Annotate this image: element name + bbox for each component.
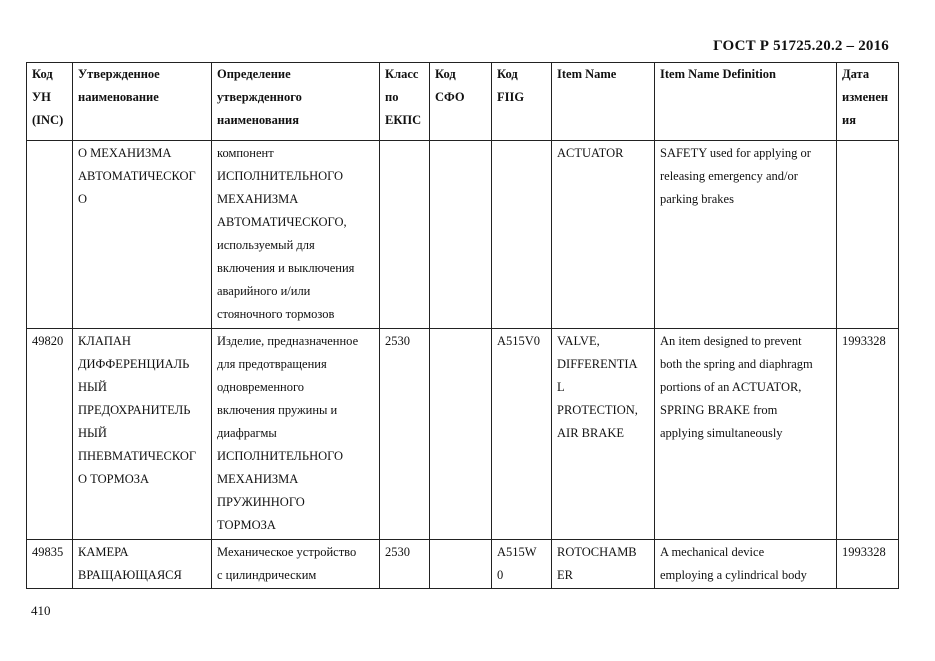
- cell-text-line: АВТОМАТИЧЕСКОГО,: [217, 215, 347, 229]
- table-row: [27, 141, 899, 329]
- cell-text-line: включения и выключения: [217, 261, 355, 275]
- cell-text-line: Код: [435, 67, 456, 81]
- cell-text-line: An item designed to prevent: [660, 334, 802, 348]
- cell-text-line: both the spring and diaphragm: [660, 357, 813, 371]
- cell-text-line: 49820: [32, 334, 64, 348]
- cell-text-line: employing a cylindrical body: [660, 568, 807, 582]
- cell-text-line: по: [385, 90, 399, 104]
- cell-text-line: FIIG: [497, 90, 525, 104]
- cell-fiig-code: [492, 329, 552, 540]
- cell-text-line: ЕКПС: [385, 113, 422, 127]
- cell-fiig-code: [492, 540, 552, 589]
- cell-text-line: ДИФФЕРЕНЦИАЛЬ: [78, 357, 190, 371]
- cell-fiig-code: [492, 141, 552, 329]
- cell-item-name: [552, 141, 655, 329]
- cell-text-line: МЕХАНИЗМА: [217, 192, 299, 206]
- cell-text-line: стояночного тормозов: [217, 307, 335, 321]
- cell-inc-code: [27, 329, 73, 540]
- cell-change-date: [837, 329, 899, 540]
- cell-text-line: ИСПОЛНИТЕЛЬНОГО: [217, 169, 344, 183]
- cell-definition: [212, 540, 380, 589]
- cell-text-line: A515V0: [497, 334, 541, 348]
- cell-text-line: PROTECTION,: [557, 403, 638, 417]
- cell-sfo-code: [430, 540, 492, 589]
- cell-text-line: 2530: [385, 334, 410, 348]
- cell-sfo-code: [430, 141, 492, 329]
- cell-text-line: для предотвращения: [217, 357, 327, 371]
- cell-text-line: L: [557, 380, 565, 394]
- cell-text-line: компонент: [217, 146, 274, 160]
- cell-text-line: Механическое устройство: [217, 545, 357, 559]
- cell-change-date: [837, 540, 899, 589]
- cell-text-line: АВТОМАТИЧЕСКОГ: [78, 169, 196, 183]
- cell-inc-code: [27, 141, 73, 329]
- cell-change-date: [837, 141, 899, 329]
- cell-text-line: releasing emergency and/or: [660, 169, 798, 183]
- header-definition: [212, 63, 380, 141]
- cell-text-line: Код: [497, 67, 518, 81]
- cell-text-line: Код: [32, 67, 53, 81]
- cell-text-line: Утвержденное: [78, 67, 160, 81]
- table-row: [27, 329, 899, 540]
- header-inc-code: [27, 63, 73, 141]
- table-row: [27, 540, 899, 589]
- cell-text-line: Класс: [385, 67, 419, 81]
- cell-text-line: наименования: [217, 113, 300, 127]
- cell-text-line: аварийного и/или: [217, 284, 311, 298]
- cell-text-line: изменен: [842, 90, 889, 104]
- cell-ekps-class: [380, 540, 430, 589]
- cell-item-name-definition: [655, 540, 837, 589]
- cell-sfo-code: [430, 329, 492, 540]
- cell-text-line: ER: [557, 568, 573, 582]
- cell-text-line: 49835: [32, 545, 64, 559]
- cell-text-line: applying simultaneously: [660, 426, 783, 440]
- cell-text-line: (INC): [32, 113, 64, 127]
- cell-ekps-class: [380, 141, 430, 329]
- cell-text-line: ТОРМОЗА: [217, 518, 276, 532]
- cell-text-line: МЕХАНИЗМА: [217, 472, 299, 486]
- cell-item-name-definition: [655, 329, 837, 540]
- cell-inc-code: [27, 540, 73, 589]
- cell-text-line: A mechanical device: [660, 545, 765, 559]
- document-code: ГОСТ Р 51725.20.2 – 2016: [713, 38, 889, 54]
- cell-text-line: О: [78, 192, 88, 206]
- header-sfo-code: [430, 63, 492, 141]
- cell-text-line: DIFFERENTIA: [557, 357, 638, 371]
- cell-approved-name: [73, 141, 212, 329]
- cell-text-line: portions of an ACTUATOR,: [660, 380, 802, 394]
- cell-text-line: 2530: [385, 545, 410, 559]
- cell-text-line: Item Name Definition: [660, 67, 776, 81]
- cell-text-line: AIR BRAKE: [557, 426, 625, 440]
- cell-text-line: ПНЕВМАТИЧЕСКОГ: [78, 449, 197, 463]
- cell-text-line: parking brakes: [660, 192, 734, 206]
- cell-text-line: О ТОРМОЗА: [78, 472, 150, 486]
- cell-text-line: SPRING BRAKE from: [660, 403, 778, 417]
- cell-text-line: 0: [497, 568, 504, 582]
- cell-text-line: КЛАПАН: [78, 334, 131, 348]
- cell-text-line: Изделие, предназначенное: [217, 334, 359, 348]
- cell-text-line: ия: [842, 113, 856, 127]
- cell-text-line: ПРУЖИННОГО: [217, 495, 305, 509]
- cell-text-line: О МЕХАНИЗМА: [78, 146, 172, 160]
- cell-text-line: утвержденного: [217, 90, 302, 104]
- cell-definition: [212, 141, 380, 329]
- cell-text-line: включения пружины и: [217, 403, 338, 417]
- cell-text-line: СФО: [435, 90, 465, 104]
- header-item-name: [552, 63, 655, 141]
- cell-text-line: наименование: [78, 90, 159, 104]
- cell-text-line: НЫЙ: [78, 426, 107, 440]
- cell-item-name: [552, 329, 655, 540]
- page-number: 410: [31, 603, 51, 618]
- cell-text-line: ВРАЩАЮЩАЯСЯ: [78, 568, 182, 582]
- cell-text-line: ПРЕДОХРАНИТЕЛЬ: [78, 403, 191, 417]
- cell-text-line: НЫЙ: [78, 380, 107, 394]
- cell-text-line: с цилиндрическим: [217, 568, 317, 582]
- header-change-date: [837, 63, 899, 141]
- cell-ekps-class: [380, 329, 430, 540]
- header-fiig-code: [492, 63, 552, 141]
- cell-text-line: диафрагмы: [217, 426, 277, 440]
- catalog-table: [26, 62, 899, 589]
- cell-text-line: ROTOCHAMB: [557, 545, 637, 559]
- cell-text-line: ИСПОЛНИТЕЛЬНОГО: [217, 449, 344, 463]
- cell-approved-name: [73, 329, 212, 540]
- cell-text-line: УН: [32, 90, 51, 104]
- cell-definition: [212, 329, 380, 540]
- cell-item-name-definition: [655, 141, 837, 329]
- header-approved-name: [73, 63, 212, 141]
- cell-text-line: 1993328: [842, 545, 886, 559]
- cell-item-name: [552, 540, 655, 589]
- cell-text-line: одновременного: [217, 380, 305, 394]
- cell-text-line: SAFETY used for applying or: [660, 146, 811, 160]
- cell-text-line: Определение: [217, 67, 291, 81]
- cell-text-line: КАМЕРА: [78, 545, 129, 559]
- cell-text-line: 1993328: [842, 334, 886, 348]
- header-ekps-class: [380, 63, 430, 141]
- cell-text-line: Дата: [842, 67, 870, 81]
- cell-text-line: VALVE,: [557, 334, 600, 348]
- header-item-name-definition: [655, 63, 837, 141]
- cell-text-line: ACTUATOR: [557, 146, 624, 160]
- table-header-row: [27, 63, 899, 141]
- cell-text-line: используемый для: [217, 238, 315, 252]
- cell-text-line: A515W: [497, 545, 537, 559]
- cell-text-line: Item Name: [557, 67, 617, 81]
- cell-approved-name: [73, 540, 212, 589]
